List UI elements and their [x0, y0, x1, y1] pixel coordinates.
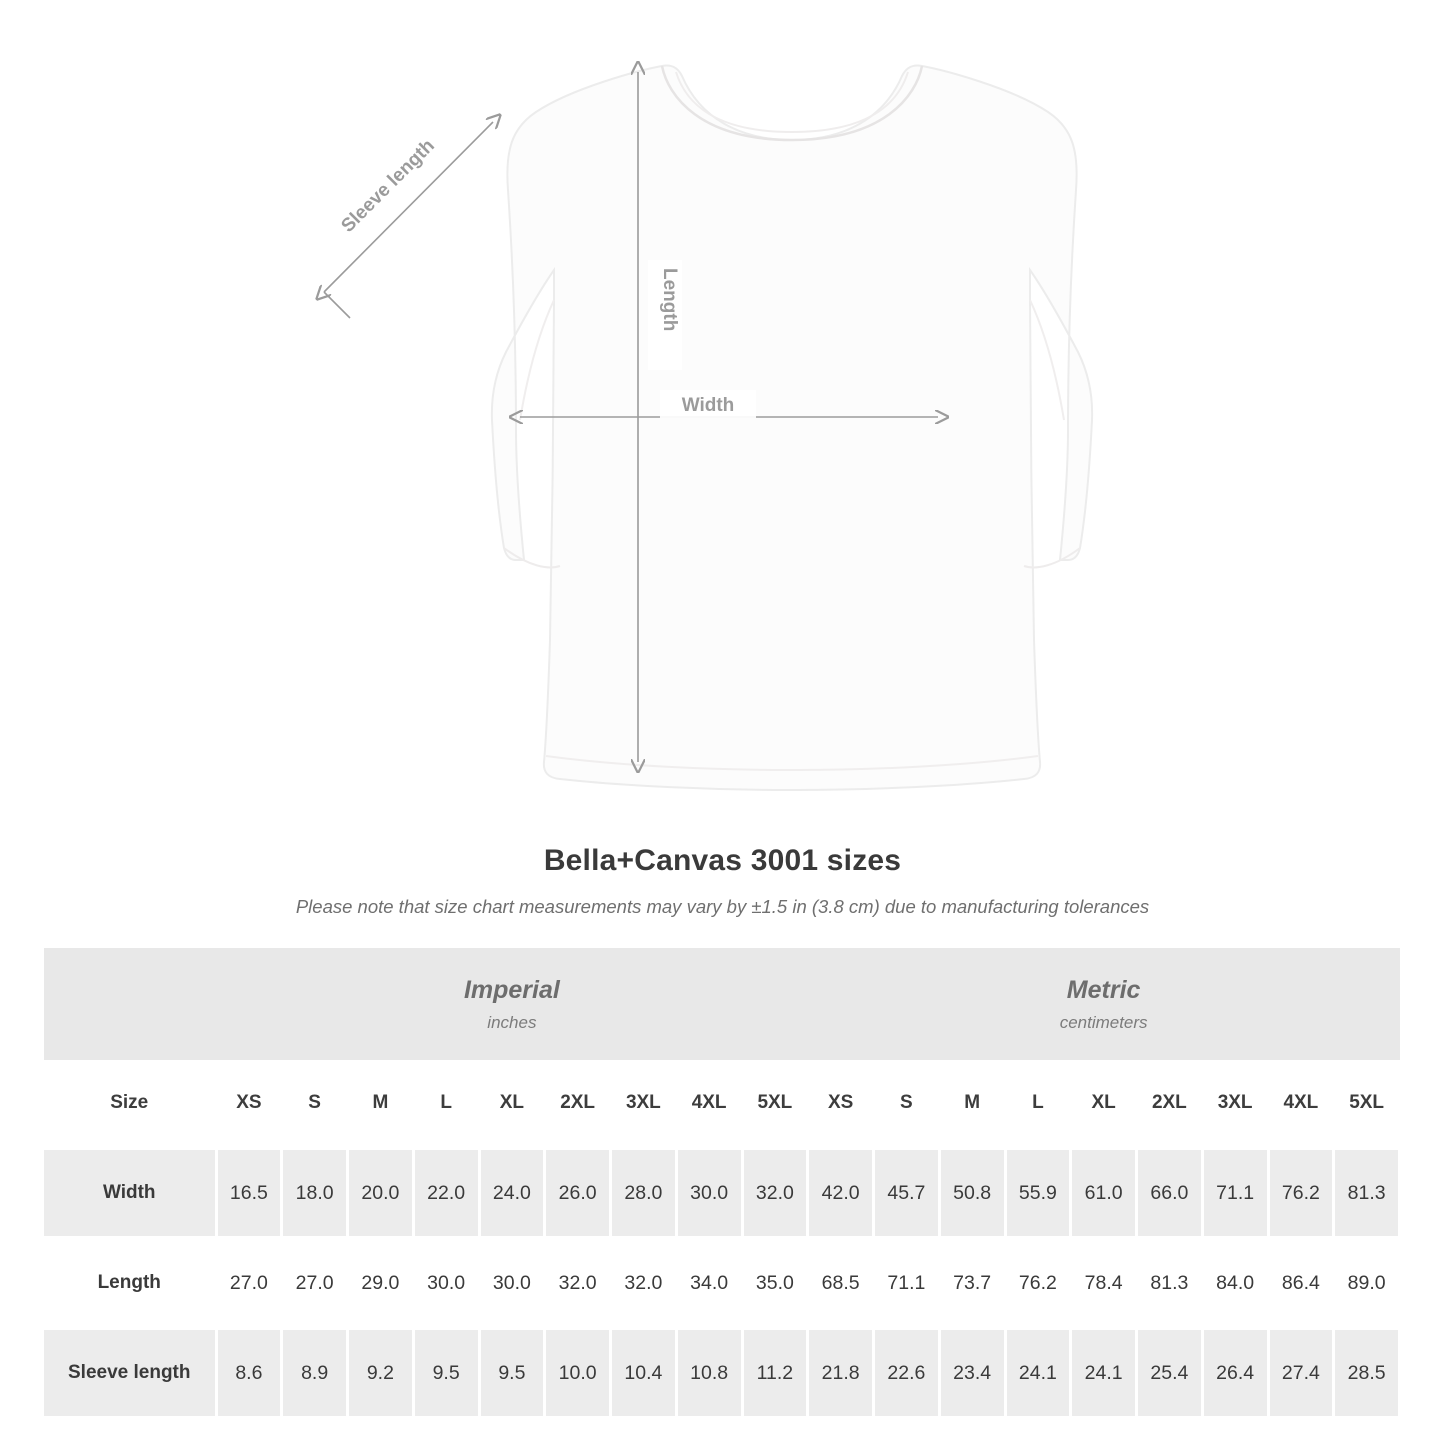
size-header-cell: 5XL [742, 1060, 808, 1146]
cell-length: 30.0 [413, 1240, 479, 1326]
unit-header-blank [44, 948, 216, 1060]
row-label-sleeve-length: Sleeve length [44, 1330, 216, 1416]
size-header-cell: XS [808, 1060, 874, 1146]
size-header-cell: M [348, 1060, 414, 1146]
cell-length: 30.0 [479, 1240, 545, 1326]
cell-length: 27.0 [216, 1240, 282, 1326]
size-header-cell: 4XL [676, 1060, 742, 1146]
cell-sleeve: 21.8 [808, 1330, 874, 1416]
cell-sleeve: 10.8 [676, 1330, 742, 1416]
cell-sleeve: 28.5 [1334, 1330, 1400, 1416]
cell-length: 29.0 [348, 1240, 414, 1326]
cell-sleeve: 22.6 [874, 1330, 940, 1416]
unit-header-row [44, 948, 1400, 1060]
size-header-row [44, 1060, 1400, 1146]
table-row [44, 1330, 1400, 1416]
cell-length: 89.0 [1334, 1240, 1400, 1326]
cell-width: 32.0 [742, 1150, 808, 1236]
cell-sleeve: 23.4 [939, 1330, 1005, 1416]
size-header-cell: XL [1071, 1060, 1137, 1146]
cell-sleeve: 9.5 [413, 1330, 479, 1416]
cell-sleeve: 9.5 [479, 1330, 545, 1416]
column-header-size: Size [44, 1060, 216, 1146]
cell-width: 61.0 [1071, 1150, 1137, 1236]
cell-sleeve: 27.4 [1268, 1330, 1334, 1416]
size-header-cell: XL [479, 1060, 545, 1146]
cell-sleeve: 10.0 [545, 1330, 611, 1416]
sleeve-dimension-arrow [324, 122, 493, 318]
cell-length: 76.2 [1005, 1240, 1071, 1326]
table-row [44, 1150, 1400, 1236]
cell-sleeve: 8.6 [216, 1330, 282, 1416]
cell-width: 45.7 [874, 1150, 940, 1236]
length-label: Length [659, 268, 680, 332]
unit-header-imperial [216, 948, 808, 1060]
cell-length: 86.4 [1268, 1240, 1334, 1326]
cell-width: 50.8 [939, 1150, 1005, 1236]
cell-sleeve: 25.4 [1137, 1330, 1203, 1416]
cell-sleeve: 9.2 [348, 1330, 414, 1416]
cell-width: 16.5 [216, 1150, 282, 1236]
title-block [0, 844, 1445, 918]
size-header-cell: 2XL [1137, 1060, 1203, 1146]
cell-length: 32.0 [611, 1240, 677, 1326]
cell-width: 22.0 [413, 1150, 479, 1236]
cell-length: 68.5 [808, 1240, 874, 1326]
unit-metric-sub: centimeters [1059, 1012, 1148, 1032]
tshirt-shape [492, 65, 1092, 790]
table-row [44, 1240, 1400, 1326]
size-header-cell: S [282, 1060, 348, 1146]
size-header-cell: 4XL [1268, 1060, 1334, 1146]
cell-width: 20.0 [348, 1150, 414, 1236]
size-header-cell: 5XL [1334, 1060, 1400, 1146]
size-header-cell: L [1005, 1060, 1071, 1146]
cell-sleeve: 24.1 [1005, 1330, 1071, 1416]
unit-imperial-sub: inches [487, 1012, 537, 1032]
size-table [44, 948, 1401, 1416]
cell-sleeve: 8.9 [282, 1330, 348, 1416]
cell-sleeve: 26.4 [1202, 1330, 1268, 1416]
cell-width: 76.2 [1268, 1150, 1334, 1236]
size-header-cell: S [874, 1060, 940, 1146]
row-label-length: Length [97, 1272, 161, 1293]
unit-imperial-name: Imperial [463, 975, 560, 1004]
size-header-cell: 3XL [611, 1060, 677, 1146]
cell-length: 34.0 [676, 1240, 742, 1326]
size-table-wrapper [44, 948, 1401, 1416]
unit-metric-name: Metric [1066, 975, 1141, 1004]
size-header-cell: M [939, 1060, 1005, 1146]
tolerance-note: Please note that size chart measurements may vary by ±1.5 in (3.8 cm) due to manufacturing tolerances [295, 896, 1150, 917]
row-label-width: Width [44, 1150, 216, 1236]
cell-width: 55.9 [1005, 1150, 1071, 1236]
cell-width: 28.0 [611, 1150, 677, 1236]
size-header-cell: XS [216, 1060, 282, 1146]
cell-length: 27.0 [282, 1240, 348, 1326]
sleeve-length-label: Sleeve length [337, 135, 439, 237]
cell-sleeve: 10.4 [611, 1330, 677, 1416]
page-title: Bella+Canvas 3001 sizes [543, 844, 902, 877]
cell-length: 71.1 [874, 1240, 940, 1326]
cell-width: 81.3 [1334, 1150, 1400, 1236]
cell-width: 18.0 [282, 1150, 348, 1236]
size-header-cell: 3XL [1202, 1060, 1268, 1146]
cell-width: 26.0 [545, 1150, 611, 1236]
cell-length: 78.4 [1071, 1240, 1137, 1326]
cell-width: 42.0 [808, 1150, 874, 1236]
cell-width: 24.0 [479, 1150, 545, 1236]
cell-length: 81.3 [1137, 1240, 1203, 1326]
cell-length: 35.0 [742, 1240, 808, 1326]
cell-sleeve: 24.1 [1071, 1330, 1137, 1416]
cell-width: 30.0 [676, 1150, 742, 1236]
cell-length: 32.0 [545, 1240, 611, 1326]
cell-width: 71.1 [1202, 1150, 1268, 1236]
cell-sleeve: 11.2 [742, 1330, 808, 1416]
width-label: Width [681, 395, 735, 416]
size-header-cell: L [413, 1060, 479, 1146]
cell-length: 73.7 [939, 1240, 1005, 1326]
unit-header-metric [808, 948, 1400, 1060]
cell-length: 84.0 [1202, 1240, 1268, 1326]
cell-width: 66.0 [1137, 1150, 1203, 1236]
size-header-cell: 2XL [545, 1060, 611, 1146]
